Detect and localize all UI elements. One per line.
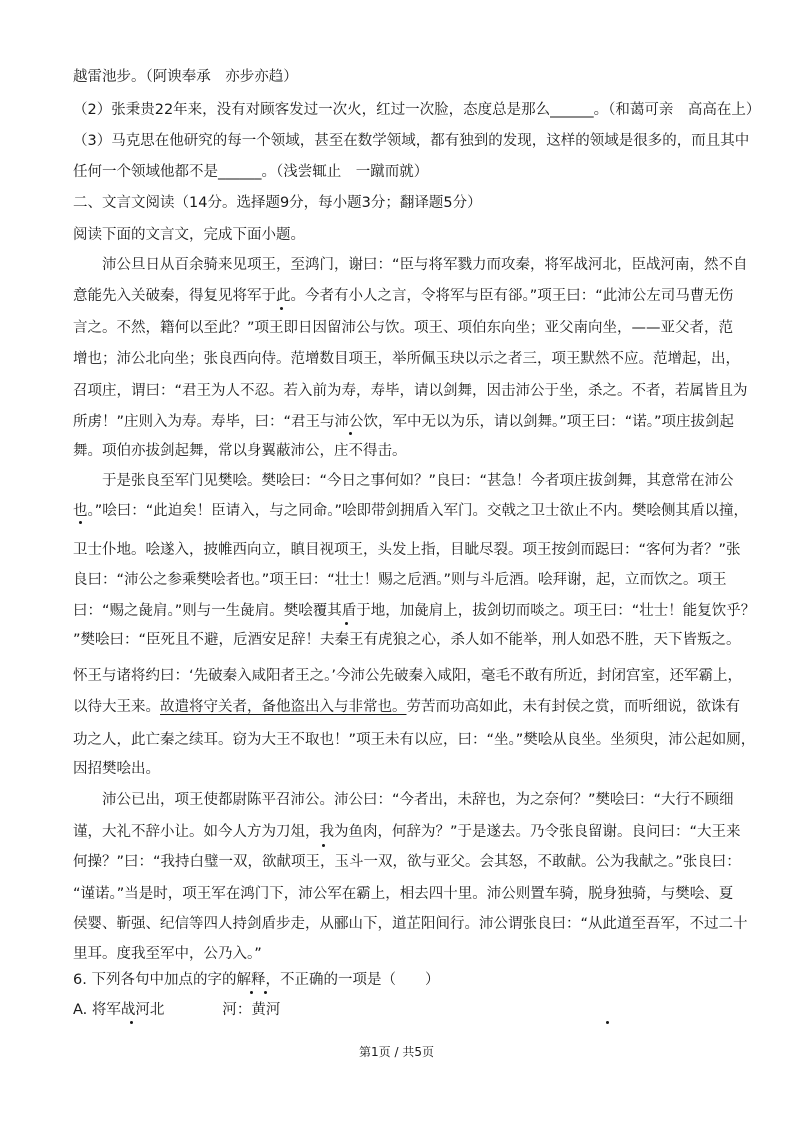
passage-line-12: 曰：“赐之彘肩。”则与一生彘肩。樊哙覆其盾于地，加彘肩上，拔剑切而啖之。项王曰：“壮士！能复饮乎？ — [73, 603, 756, 619]
passage-line-11: 良曰：“沛公之参乘樊哙者也。”项王曰：“壮士！赐之卮酒。”则与斗卮酒。哙拜谢，起，立而饮之。项王 — [73, 572, 727, 588]
passage-line-15 — [73, 697, 740, 717]
question-6: 6. 下列各句中加点的字的解释，不正确的一项是（ ） — [73, 972, 440, 988]
passage-line-13: ”樊哙曰：“臣死且不避，卮酒安足辞！夫秦王有虎狼之心，杀人如不能举，刑人如恐不胜，天下皆叛之。 — [73, 632, 741, 648]
text-line-3: （3）马克思在他研究的每一个领域，甚至在数学领域，都有独到的发现，这样的领域是很多的，而且其中 — [73, 133, 750, 149]
emphasis-dot — [79, 521, 82, 524]
passage-line-21: “谨诺。”当是时，项王军在鸿门下，沛公军在霸上，相去四十里。沛公则置车骑，脱身独骑，与樊哙、夏 — [73, 886, 734, 902]
text-line-2: （2）张秉贵22年来，没有对顾客发过一次火，红过一次脸，态度总是那么______。（和蔼可亲 高高在上） — [73, 102, 761, 118]
passage-line-1: 沛公旦日从百余骑来见项王，至鸿门，谢曰：“臣与将军戮力而攻秦，将军战河北，臣战河南，然不自 — [73, 257, 748, 273]
passage-line-5: 召项庄，谓曰：“君王为人不忍。若入前为寿，寿毕，请以剑舞，因击沛公于坐，杀之。不者，若属皆且为 — [73, 383, 748, 399]
passage-line-2: 意能先入关破秦，得复见将军于此。今者有小人之言，令将军与臣有郤。”项王曰：“此沛公左司马曹无伤 — [73, 288, 734, 304]
passage-line-20: 何操？”曰：“我持白璧一双，欲献项王，玉斗一双，欲与亚父。会其怒，不敢献。公为我献之。”张良曰： — [73, 854, 741, 870]
passage-line-10: 卫士仆地。哙遂入，披帷西向立，瞋目视项王，头发上指，目眦尽裂。项王按剑而跽曰：“客何为者？”张 — [73, 542, 741, 558]
passage-line-18: 沛公已出，项王使都尉陈平召沛公。沛公曰：“今者出，未辞也，为之奈何？”樊哙曰：“大行不顾细 — [73, 792, 734, 808]
emphasis-dot — [349, 432, 352, 435]
text-line-1: 越雷池步。（阿谀奉承 亦步亦趋） — [73, 69, 298, 85]
passage-line-8: 于是张良至军门见樊哙。樊哙曰：“今日之事何如？”良曰：“甚急！今者项庄拔剑舞，其意常在沛公 — [73, 473, 734, 489]
passage-line-16: 功之人，此亡秦之续耳。窃为大王不取也！”项王未有以应，曰：“坐。”樊哙从良坐。坐须臾，沛公起如厕， — [73, 732, 756, 748]
emphasis-dot — [606, 1021, 609, 1024]
emphasis-dot — [322, 844, 325, 847]
emphasis-dot — [280, 307, 283, 310]
passage-line-23: 里耳。度我至军中，公乃入。” — [73, 946, 262, 962]
passage-line-14: 怀王与诸将约曰：‘先破秦入咸阳者王之。’今沛公先破秦入咸阳，毫毛不敢有所近，封闭宫室，还军霸上， — [73, 668, 742, 684]
passage-line-9: 也。”哙曰：“此迫矣！臣请入，与之同命。”哙即带剑拥盾入军门。交戟之卫士欲止不内。樊哙侧其盾以撞， — [73, 503, 749, 519]
passage-line-19: 谨，大礼不辞小让。如今人方为刀俎，我为鱼肉，何辞为？”于是遂去。乃令张良留谢。良问曰：“大王来 — [73, 824, 741, 840]
emphasis-dot — [264, 991, 267, 994]
text-line-4: 任何一个领域他都不是______。（浅尝辄止 一蹴而就） — [73, 164, 429, 180]
emphasis-dot — [345, 622, 348, 625]
instruction-line: 阅读下面的文言文，完成下面小题。 — [73, 227, 305, 243]
option-a: A. 将军战河北 河：黄河 — [73, 1002, 281, 1018]
passage-line-22: 侯婴、靳强、纪信等四人持剑盾步走，从郦山下，道芷阳间行。沛公谓张良曰：“从此道至吾军，不过二十 — [73, 916, 748, 932]
passage-line-17: 因招樊哙出。 — [73, 761, 160, 777]
passage-line-15-lead: 以待大王来。故遣将守关者，备他盗出入与非常也。劳苦而功高如此，未有封侯之赏，而听细说，欲诛有 — [73, 699, 740, 715]
emphasis-dot — [250, 991, 253, 994]
section-heading: 二、文言文阅读（14分。选择题9分，每小题3分；翻译题5分） — [73, 195, 482, 211]
passage-line-3: 言之。不然，籍何以至此？”项王即日因留沛公与饮。项王、项伯东向坐；亚父南向坐，——亚父者，范 — [73, 320, 734, 336]
emphasis-dot — [130, 1021, 133, 1024]
passage-line-7: 舞。项伯亦拔剑起舞，常以身翼蔽沛公，庄不得击。 — [73, 443, 407, 459]
passage-line-6: 所虏！”庄则入为寿。寿毕，曰：“君王与沛公饮，军中无以为乐，请以剑舞。”项王曰：“诺。”项庄拔剑起 — [73, 414, 735, 430]
passage-line-4: 增也；沛公北向坐；张良西向侍。范增数目项王，举所佩玉玦以示之者三，项王默然不应。范增起，出， — [73, 351, 740, 367]
page-number: 第1页 / 共5页 — [359, 1045, 434, 1059]
